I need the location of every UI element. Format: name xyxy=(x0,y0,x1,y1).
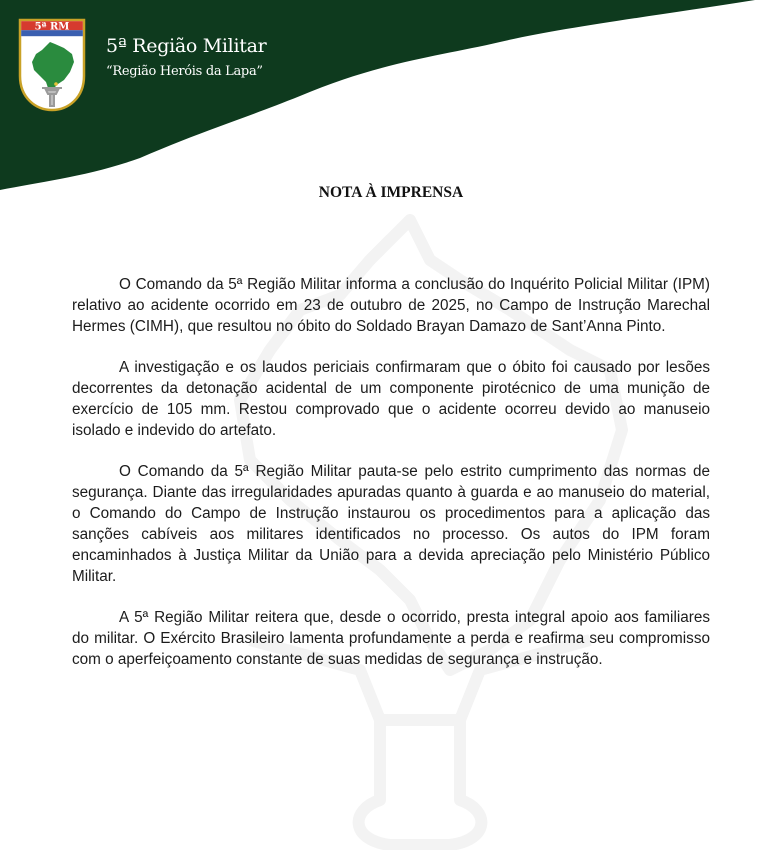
watermark-sword-handle xyxy=(359,720,482,845)
document-title: NOTA À IMPRENSA xyxy=(318,184,464,201)
logo-emblem xyxy=(18,18,86,112)
logo-text: 5ª RM xyxy=(34,21,70,33)
paragraph: A investigação e os laudos periciais confirmaram que o óbito foi causado por lesões decorrentes da detonação acidental de um componente pirotécnico de uma munição de exercício de 105 mm. Restou comprovado que o acidente ocorreu devido ao manuseio isolado e indevido do artefato. xyxy=(72,359,710,439)
organization-name: 5ª Região Militar xyxy=(106,35,267,57)
organization-motto: “Região Heróis da Lapa” xyxy=(106,64,263,79)
paragraph: A 5ª Região Militar reitera que, desde o ocorrido, presta integral apoio aos familiares do militar. O Exército Brasileiro lamenta profundamente a perda e reafirma seu compromisso com o aperfeiçoamento constante de suas medidas de segurança e instrução. xyxy=(72,609,710,668)
header-banner xyxy=(0,0,782,200)
paragraph: O Comando da 5ª Região Militar informa a conclusão do Inquérito Policial Militar (IPM) relativo ao acidente ocorrido em 23 de outubro de 2025, no Campo de Instrução Marechal Hermes (CIMH), que resultou no óbito do Soldado Brayan Damazo de Sant’Anna Pinto. xyxy=(72,276,710,335)
header-wave-shape xyxy=(0,0,782,190)
paragraph: O Comando da 5ª Região Militar pauta-se pelo estrito cumprimento das normas de segurança. Diante das irregularidades apuradas quanto à guarda e ao manuseio do material, o Comando do Campo de Instrução instaurou os procedimentos para a aplicação das sanções cabíveis aos militares identificados no processo. Os autos do IPM foram encaminhados à Justiça Militar da União para a devida apreciação pelo Ministério Público Militar. xyxy=(72,463,710,585)
logo-star-icon xyxy=(54,82,58,86)
document-body xyxy=(72,274,710,690)
